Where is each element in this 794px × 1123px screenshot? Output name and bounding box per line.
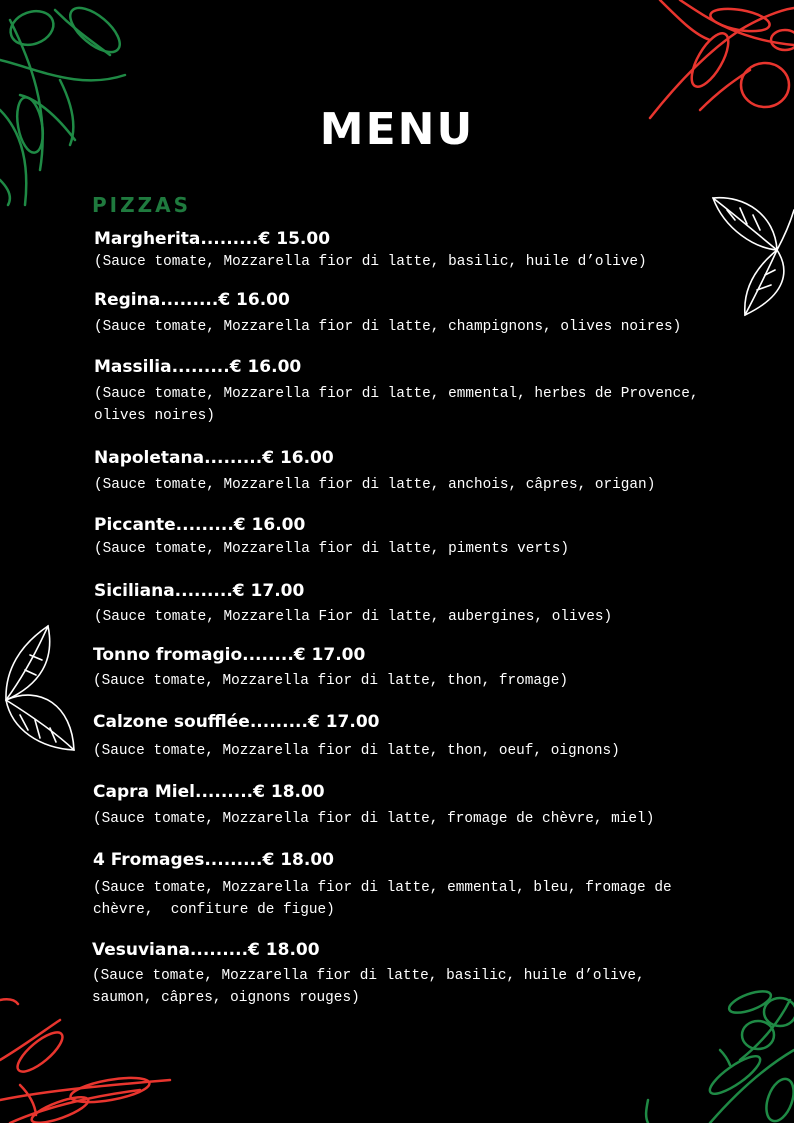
menu-item-description: (Sauce tomate, Mozzarella fior di latte, anchois, câpres, origan) (94, 477, 656, 493)
menu-item-name: Capra Miel.........€ 18.00 (93, 782, 325, 802)
menu-item-description: (Sauce tomate, Mozzarella Fior di latte, aubergines, olives) (94, 609, 613, 625)
menu-item-description: (Sauce tomate, Mozzarella fior di latte, piments verts) (94, 541, 569, 557)
menu-item-name: Margherita.........€ 15.00 (94, 229, 331, 249)
olive-branch-red-bottom-left-icon (0, 990, 175, 1123)
menu-item-name: Siciliana.........€ 17.00 (94, 581, 305, 601)
menu-item-name: Piccante.........€ 16.00 (94, 515, 306, 535)
menu-item-name: Regina.........€ 16.00 (94, 290, 290, 310)
menu-item-description: (Sauce tomate, Mozzarella fior di latte, thon, fromage) (93, 673, 568, 689)
menu-item-description: (Sauce tomate, Mozzarella fior di latte, fromage de chèvre, miel) (93, 811, 655, 827)
menu-item-description: (Sauce tomate, Mozzarella fior di latte, emmental, bleu, fromage de chèvre, confiture de figue) (93, 880, 672, 918)
menu-item-description: (Sauce tomate, Mozzarella fior di latte, thon, oeuf, oignons) (93, 743, 620, 759)
menu-item-name: Calzone soufflée.........€ 17.00 (93, 712, 380, 732)
basil-leaf-outline-left-icon (0, 620, 80, 760)
menu-item-name: Tonno fromagio........€ 17.00 (93, 645, 366, 665)
menu-item-description: (Sauce tomate, Mozzarella fior di latte, basilic, huile d’olive) (94, 254, 647, 270)
page-title: MENU (319, 104, 475, 155)
section-heading-pizzas: PIZZAS (92, 193, 191, 217)
olive-branch-green-bottom-right-icon (640, 990, 794, 1123)
menu-item-description: (Sauce tomate, Mozzarella fior di latte, champignons, olives noires) (94, 319, 682, 335)
menu-item-description: (Sauce tomate, Mozzarella fior di latte, basilic, huile d’olive, saumon, câpres, oignons rouges) (92, 968, 645, 1006)
menu-item-name: Massilia.........€ 16.00 (94, 357, 302, 377)
menu-item-description: (Sauce tomate, Mozzarella fior di latte, emmental, herbes de Provence, olives noires) (94, 386, 699, 424)
basil-leaf-outline-right-icon (705, 190, 794, 320)
menu-item-name: Vesuviana.........€ 18.00 (92, 940, 320, 960)
menu-item-name: 4 Fromages.........€ 18.00 (93, 850, 334, 870)
menu-item-name: Napoletana.........€ 16.00 (94, 448, 334, 468)
